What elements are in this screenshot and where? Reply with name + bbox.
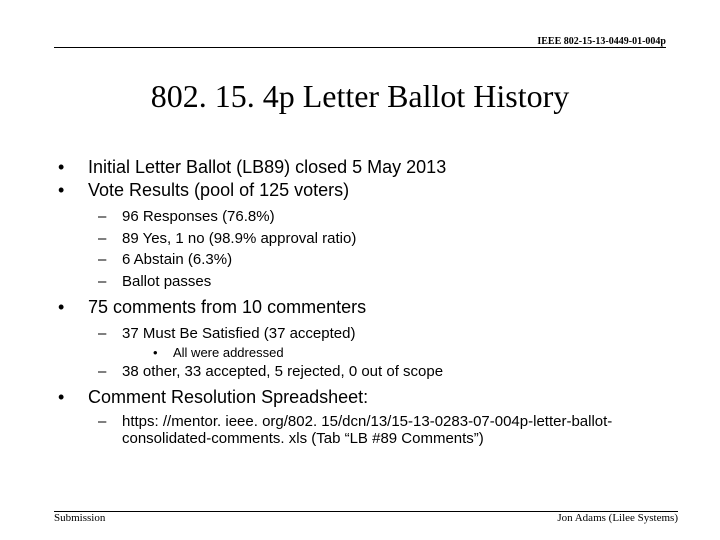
sub-sub-bullet [58,345,678,361]
dash-marker: – [98,208,107,225]
bullet-initial-ballot [58,156,678,179]
sub-bullet [58,206,678,228]
sub-bullet [58,249,678,271]
bullet-marker: • [153,344,158,360]
bullet-comments [58,296,678,319]
header-rule [54,47,666,48]
sub-bullet-text: 89 Yes, 1 no (98.9% approval ratio) [122,229,357,247]
bullet-vote-results [58,179,678,202]
spreadsheet-link-text: https: //mentor. ieee. org/802. 15/dcn/13/15-13-0283-07-004p-letter-ballot-consolidated-comments. xls (Tab “LB #89 Comments”) [122,413,613,447]
sub-bullet-text: 96 Responses (76.8%) [122,208,275,225]
bullet-marker: • [58,180,65,200]
sub-bullet-text: 6 Abstain (6.3%) [122,251,233,268]
dash-marker: – [98,229,107,247]
sub-bullet [58,228,678,250]
sub-bullet [58,361,678,383]
bullet-marker: • [58,387,65,407]
bullet-text: 75 comments from 10 commenters [88,297,367,317]
bullet-marker: • [58,297,65,317]
bullet-spreadsheet [58,386,678,409]
document-id: IEEE 802-15-13-0449-01-004p [537,36,666,47]
sub-bullet-text: Ballot passes [122,272,212,290]
sub-bullet [58,413,668,447]
sub-sub-bullet-text: All were addressed [173,344,284,360]
footer-submission: Submission [54,512,106,524]
bullet-marker: • [58,157,65,177]
bullet-text: Initial Letter Ballot (LB89) closed 5 May 2013 [88,157,447,177]
dash-marker: – [98,325,107,342]
sub-bullet-text: 37 Must Be Satisfied (37 accepted) [122,325,356,342]
dash-marker: – [98,362,107,380]
bullet-text: Comment Resolution Spreadsheet: [88,387,369,407]
sub-bullet-text: 38 other, 33 accepted, 5 rejected, 0 out of scope [122,362,444,380]
sub-bullet [58,271,678,293]
dash-marker: – [98,413,107,430]
sub-bullet [58,323,678,345]
slide-title: 802. 15. 4p Letter Ballot History [150,78,570,114]
footer-author: Jon Adams (Lilee Systems) [557,512,678,524]
slide-body [58,156,678,447]
bullet-text: Vote Results (pool of 125 voters) [88,180,350,200]
dash-marker: – [98,272,107,290]
dash-marker: – [98,251,107,268]
